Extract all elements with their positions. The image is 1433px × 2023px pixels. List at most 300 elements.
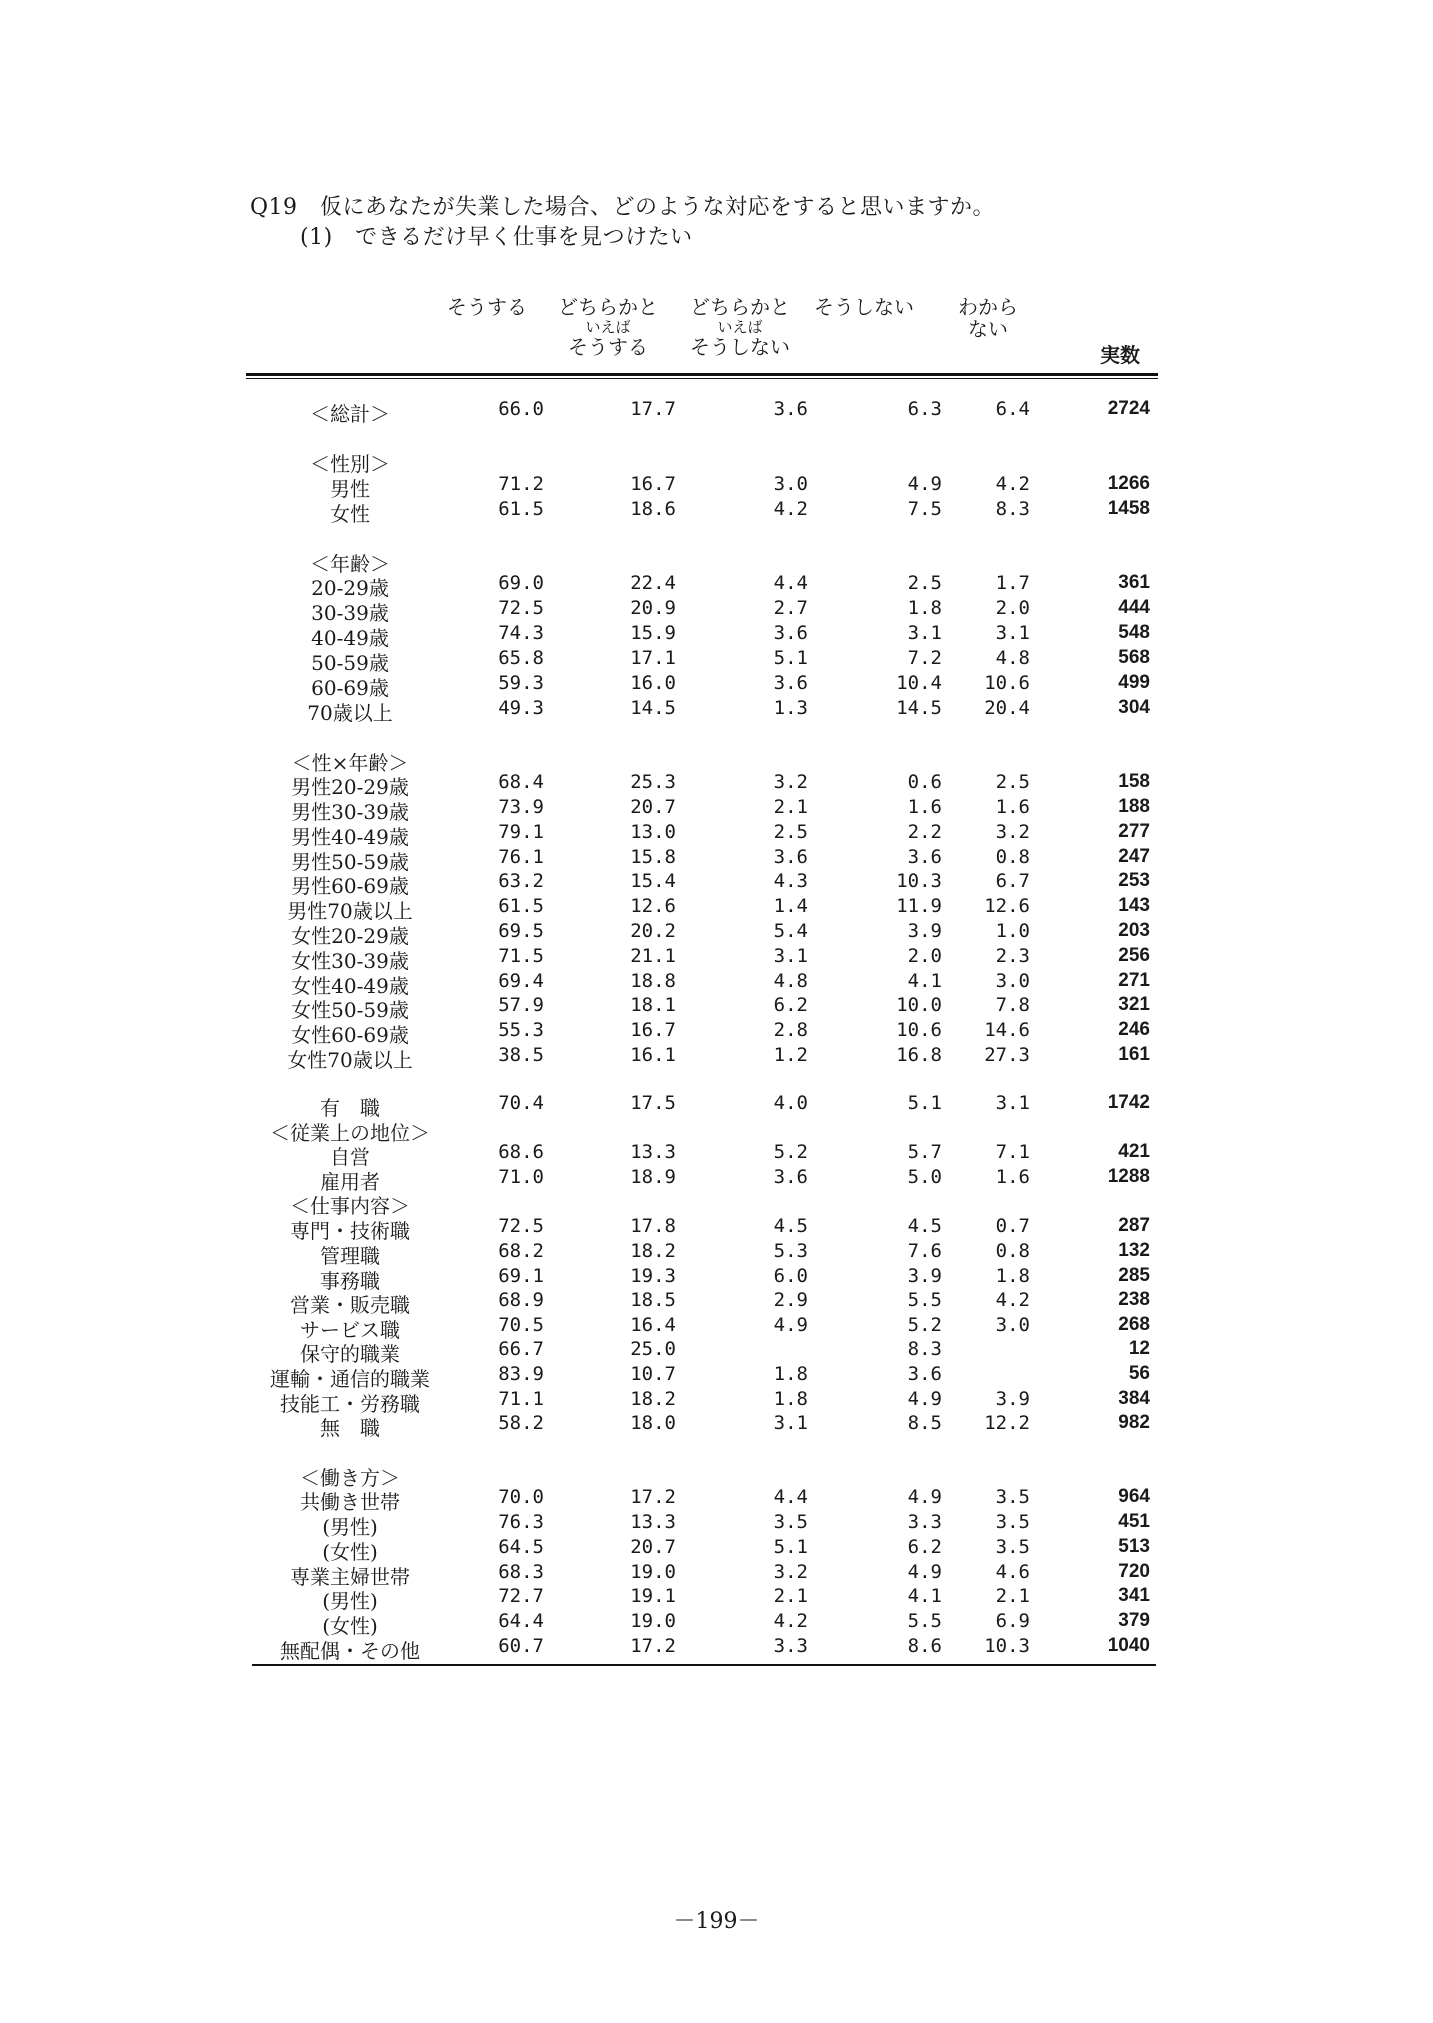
cell-col-3: 5.3 [773, 1240, 808, 1262]
row-label: 男性 [330, 477, 370, 501]
cell-col-1: 70.4 [498, 1092, 544, 1114]
cell-col-1: 66.0 [498, 398, 544, 420]
cell-col-4: 10.6 [896, 1019, 942, 1041]
cell-col-2: 13.0 [630, 821, 676, 843]
cell-col-5: 0.8 [995, 1240, 1030, 1262]
cell-col-3: 6.0 [773, 1265, 808, 1287]
cell-col-3: 3.6 [773, 1166, 808, 1188]
row-label: ＜仕事内容＞ [290, 1194, 410, 1218]
cell-col-5: 6.9 [995, 1610, 1030, 1632]
cell-col-2: 19.1 [630, 1585, 676, 1607]
row-label: ＜性別＞ [310, 452, 390, 476]
cell-col-5: 1.6 [995, 796, 1030, 818]
row-label: ＜働き方＞ [300, 1466, 400, 1490]
table-row [0, 1117, 1433, 1145]
table-row [0, 994, 1433, 1022]
row-label: 30-39歳 [311, 601, 389, 625]
table-row [0, 771, 1433, 799]
cell-col-2: 14.5 [630, 697, 676, 719]
cell-col-4: 0.6 [907, 771, 942, 793]
row-label: 男性20-29歳 [291, 775, 409, 799]
cell-col-3: 5.4 [773, 920, 808, 942]
row-label: 無配偶・その他 [280, 1639, 420, 1663]
cell-col-6: 548 [1118, 622, 1150, 643]
row-label: 女性50-59歳 [291, 998, 409, 1022]
cell-col-6: 253 [1118, 870, 1150, 891]
row-label: 70歳以上 [307, 701, 393, 725]
cell-col-4: 4.1 [907, 970, 942, 992]
table-row [0, 548, 1433, 576]
cell-col-5: 8.3 [995, 498, 1030, 520]
cell-col-2: 17.5 [630, 1092, 676, 1114]
cell-col-4: 2.5 [907, 572, 942, 594]
cell-col-3: 1.8 [773, 1388, 808, 1410]
cell-col-5: 3.0 [995, 1314, 1030, 1336]
cell-col-2: 12.6 [630, 895, 676, 917]
cell-col-1: 71.0 [498, 1166, 544, 1188]
cell-col-3: 4.2 [773, 498, 808, 520]
cell-col-1: 83.9 [498, 1363, 544, 1385]
cell-col-3: 4.0 [773, 1092, 808, 1114]
cell-col-4: 3.6 [907, 846, 942, 868]
table-row [0, 870, 1433, 898]
cell-col-3: 4.4 [773, 1486, 808, 1508]
cell-col-5: 4.2 [995, 473, 1030, 495]
cell-col-2: 18.9 [630, 1166, 676, 1188]
cell-col-1: 61.5 [498, 498, 544, 520]
cell-col-3: 5.1 [773, 1536, 808, 1558]
cell-col-3: 6.2 [773, 994, 808, 1016]
cell-col-3: 2.9 [773, 1289, 808, 1311]
cell-col-1: 69.4 [498, 970, 544, 992]
cell-col-5: 3.9 [995, 1388, 1030, 1410]
row-label: 男性60-69歳 [291, 874, 409, 898]
cell-col-4: 10.3 [896, 870, 942, 892]
row-label: ＜年齢＞ [310, 552, 390, 576]
cell-col-6: 256 [1118, 945, 1150, 966]
table-row [0, 1289, 1433, 1317]
table-row [0, 1215, 1433, 1243]
row-label: 事務職 [320, 1269, 380, 1293]
cell-col-4: 8.6 [907, 1635, 942, 1657]
cell-col-4: 6.2 [907, 1536, 942, 1558]
cell-col-4: 5.5 [907, 1289, 942, 1311]
cell-col-5: 7.1 [995, 1141, 1030, 1163]
row-label: 女性60-69歳 [291, 1023, 409, 1047]
cell-col-3: 3.6 [773, 398, 808, 420]
cell-col-1: 61.5 [498, 895, 544, 917]
cell-col-6: 287 [1118, 1215, 1150, 1236]
page-number: －199－ [673, 1909, 760, 1934]
cell-col-6: 158 [1118, 771, 1150, 792]
cell-col-1: 49.3 [498, 697, 544, 719]
header-col-2-line1: どちらかと [558, 295, 658, 319]
cell-col-1: 74.3 [498, 622, 544, 644]
cell-col-5: 2.0 [995, 597, 1030, 619]
row-label: 有 職 [320, 1096, 380, 1120]
cell-col-4: 5.5 [907, 1610, 942, 1632]
cell-col-6: 361 [1118, 572, 1150, 593]
cell-col-3: 3.6 [773, 672, 808, 694]
table-row [0, 970, 1433, 998]
cell-col-6: 513 [1118, 1536, 1150, 1557]
cell-col-6: 1266 [1107, 473, 1150, 494]
cell-col-2: 17.2 [630, 1635, 676, 1657]
table-row [0, 747, 1433, 775]
table-row [0, 1363, 1433, 1391]
row-label: 女性 [330, 502, 370, 526]
cell-col-4: 16.8 [896, 1044, 942, 1066]
table-row [0, 672, 1433, 700]
table-row [0, 1092, 1433, 1120]
row-label: 女性70歳以上 [287, 1048, 413, 1072]
cell-col-4: 10.0 [896, 994, 942, 1016]
table-row [0, 697, 1433, 725]
cell-col-2: 17.7 [630, 398, 676, 420]
cell-col-6: 1458 [1107, 498, 1150, 519]
row-label: 無 職 [320, 1416, 380, 1440]
cell-col-5: 27.3 [984, 1044, 1030, 1066]
table-row [0, 1388, 1433, 1416]
row-label: (男性) [322, 1515, 378, 1539]
cell-col-2: 13.3 [630, 1141, 676, 1163]
cell-col-1: 71.1 [498, 1388, 544, 1410]
cell-col-1: 64.4 [498, 1610, 544, 1632]
header-col-5 [958, 296, 1018, 340]
row-label: 専門・技術職 [290, 1219, 410, 1243]
cell-col-3: 1.3 [773, 697, 808, 719]
cell-col-1: 70.5 [498, 1314, 544, 1336]
cell-col-2: 22.4 [630, 572, 676, 594]
cell-col-6: 568 [1118, 647, 1150, 668]
cell-col-6: 720 [1118, 1561, 1150, 1582]
cell-col-3: 4.8 [773, 970, 808, 992]
row-label: 専業主婦世帯 [290, 1565, 410, 1589]
cell-col-3: 1.2 [773, 1044, 808, 1066]
table-row [0, 473, 1433, 501]
table-row [0, 1314, 1433, 1342]
table-row [0, 1412, 1433, 1440]
cell-col-6: 238 [1118, 1289, 1150, 1310]
cell-col-4: 4.9 [907, 1561, 942, 1583]
cell-col-2: 15.4 [630, 870, 676, 892]
cell-col-4: 8.3 [907, 1338, 942, 1360]
cell-col-3: 1.4 [773, 895, 808, 917]
cell-col-4: 11.9 [896, 895, 942, 917]
cell-col-2: 20.2 [630, 920, 676, 942]
row-label: 男性30-39歳 [291, 800, 409, 824]
table-row [0, 448, 1433, 476]
row-label: 営業・販売職 [290, 1293, 410, 1317]
cell-col-4: 7.5 [907, 498, 942, 520]
cell-col-5: 1.8 [995, 1265, 1030, 1287]
cell-col-1: 66.7 [498, 1338, 544, 1360]
table-row [0, 1462, 1433, 1490]
row-label: ＜従業上の地位＞ [270, 1121, 430, 1145]
cell-col-2: 19.0 [630, 1610, 676, 1632]
cell-col-5: 7.8 [995, 994, 1030, 1016]
cell-col-6: 1288 [1107, 1166, 1150, 1187]
row-label: (女性) [322, 1540, 378, 1564]
cell-col-5: 3.0 [995, 970, 1030, 992]
cell-col-3: 3.1 [773, 1412, 808, 1434]
cell-col-1: 73.9 [498, 796, 544, 818]
cell-col-4: 3.1 [907, 622, 942, 644]
cell-col-2: 21.1 [630, 945, 676, 967]
cell-col-2: 18.2 [630, 1388, 676, 1410]
cell-col-2: 16.0 [630, 672, 676, 694]
table-row [0, 1019, 1433, 1047]
cell-col-5: 10.6 [984, 672, 1030, 694]
cell-col-5: 4.2 [995, 1289, 1030, 1311]
cell-col-1: 68.2 [498, 1240, 544, 1262]
table-row [0, 597, 1433, 625]
cell-col-2: 20.7 [630, 796, 676, 818]
table-row [0, 821, 1433, 849]
cell-col-4: 7.6 [907, 1240, 942, 1262]
cell-col-6: 188 [1118, 796, 1150, 817]
table-row [0, 1486, 1433, 1514]
question-subtitle: (1) できるだけ早く仕事を見つけたい [300, 225, 693, 250]
cell-col-6: 271 [1118, 970, 1150, 991]
cell-col-1: 70.0 [498, 1486, 544, 1508]
cell-col-5: 1.0 [995, 920, 1030, 942]
row-label: (女性) [322, 1614, 378, 1638]
cell-col-4: 4.9 [907, 1486, 942, 1508]
header-col-2 [558, 296, 658, 358]
cell-col-3: 3.2 [773, 771, 808, 793]
cell-col-1: 71.2 [498, 473, 544, 495]
cell-col-1: 60.7 [498, 1635, 544, 1657]
cell-col-6: 379 [1118, 1610, 1150, 1631]
row-label: 男性50-59歳 [291, 850, 409, 874]
cell-col-6: 268 [1118, 1314, 1150, 1335]
cell-col-4: 8.5 [907, 1412, 942, 1434]
header-col-4-text: そうしない [814, 295, 914, 319]
cell-col-2: 19.0 [630, 1561, 676, 1583]
cell-col-5: 3.5 [995, 1511, 1030, 1533]
cell-col-3: 2.7 [773, 597, 808, 619]
row-label: 60-69歳 [311, 676, 389, 700]
header-col-3-line3: そうしない [690, 335, 790, 359]
row-label: 管理職 [320, 1244, 380, 1268]
cell-col-3: 3.5 [773, 1511, 808, 1533]
cell-col-1: 38.5 [498, 1044, 544, 1066]
table-row [0, 1585, 1433, 1613]
cell-col-3: 1.8 [773, 1363, 808, 1385]
table-row [0, 1190, 1433, 1218]
header-col-6-text: 実数 [1100, 343, 1140, 367]
table-row [0, 920, 1433, 948]
table-row [0, 1536, 1433, 1564]
cell-col-5: 6.7 [995, 870, 1030, 892]
cell-col-6: 321 [1118, 994, 1150, 1015]
table-row [0, 398, 1433, 426]
cell-col-6: 982 [1118, 1412, 1150, 1433]
cell-col-4: 2.2 [907, 821, 942, 843]
cell-col-3: 3.0 [773, 473, 808, 495]
header-col-1 [447, 296, 527, 318]
cell-col-1: 64.5 [498, 1536, 544, 1558]
cell-col-6: 341 [1118, 1585, 1150, 1606]
row-label: ＜総計＞ [310, 402, 390, 426]
cell-col-6: 1742 [1107, 1092, 1150, 1113]
row-label: 保守的職業 [300, 1342, 400, 1366]
header-col-5-line2: ない [968, 317, 1008, 341]
cell-col-1: 55.3 [498, 1019, 544, 1041]
cell-col-4: 4.9 [907, 1388, 942, 1410]
cell-col-5: 2.5 [995, 771, 1030, 793]
cell-col-5: 1.7 [995, 572, 1030, 594]
row-label: 女性40-49歳 [291, 974, 409, 998]
cell-col-2: 16.7 [630, 1019, 676, 1041]
cell-col-3: 3.1 [773, 945, 808, 967]
row-label: 技能工・労務職 [280, 1392, 420, 1416]
cell-col-5: 6.4 [995, 398, 1030, 420]
cell-col-5: 12.2 [984, 1412, 1030, 1434]
cell-col-5: 3.5 [995, 1486, 1030, 1508]
cell-col-2: 17.1 [630, 647, 676, 669]
table-row [0, 846, 1433, 874]
cell-col-3: 5.2 [773, 1141, 808, 1163]
cell-col-5: 12.6 [984, 895, 1030, 917]
row-label: 男性40-49歳 [291, 825, 409, 849]
cell-col-1: 71.5 [498, 945, 544, 967]
cell-col-5: 10.3 [984, 1635, 1030, 1657]
cell-col-1: 76.1 [498, 846, 544, 868]
table-row [0, 796, 1433, 824]
cell-col-4: 1.6 [907, 796, 942, 818]
cell-col-6: 421 [1118, 1141, 1150, 1162]
cell-col-4: 7.2 [907, 647, 942, 669]
row-label: ＜性×年齢＞ [291, 751, 409, 775]
header-col-5-line1: わから [958, 295, 1018, 319]
header-col-1-text: そうする [447, 295, 527, 319]
table-row [0, 1511, 1433, 1539]
table-bottom-rule [252, 1664, 1156, 1666]
header-col-2-line3: そうする [568, 335, 648, 359]
cell-col-6: 285 [1118, 1265, 1150, 1286]
cell-col-4: 4.1 [907, 1585, 942, 1607]
cell-col-2: 16.4 [630, 1314, 676, 1336]
cell-col-2: 13.3 [630, 1511, 676, 1533]
cell-col-1: 72.5 [498, 1215, 544, 1237]
cell-col-5: 4.6 [995, 1561, 1030, 1583]
cell-col-5: 3.2 [995, 821, 1030, 843]
header-col-6 [1100, 344, 1140, 366]
cell-col-3: 4.2 [773, 1610, 808, 1632]
cell-col-2: 25.0 [630, 1338, 676, 1360]
cell-col-1: 68.3 [498, 1561, 544, 1583]
cell-col-6: 444 [1118, 597, 1150, 618]
cell-col-3: 3.3 [773, 1635, 808, 1657]
row-label: 男性70歳以上 [287, 899, 413, 923]
cell-col-1: 72.5 [498, 597, 544, 619]
cell-col-1: 68.4 [498, 771, 544, 793]
cell-col-3: 2.1 [773, 796, 808, 818]
cell-col-4: 5.7 [907, 1141, 942, 1163]
cell-col-3: 4.5 [773, 1215, 808, 1237]
table-row [0, 1561, 1433, 1589]
header-col-3 [690, 296, 790, 358]
cell-col-3: 2.5 [773, 821, 808, 843]
cell-col-5: 2.1 [995, 1585, 1030, 1607]
table-top-rule [246, 373, 1158, 376]
cell-col-2: 19.3 [630, 1265, 676, 1287]
cell-col-1: 76.3 [498, 1511, 544, 1533]
cell-col-1: 69.0 [498, 572, 544, 594]
cell-col-2: 16.1 [630, 1044, 676, 1066]
cell-col-2: 18.5 [630, 1289, 676, 1311]
cell-col-3: 5.1 [773, 647, 808, 669]
header-col-4 [814, 296, 914, 318]
cell-col-1: 57.9 [498, 994, 544, 1016]
cell-col-3: 3.6 [773, 622, 808, 644]
cell-col-1: 68.9 [498, 1289, 544, 1311]
cell-col-4: 4.5 [907, 1215, 942, 1237]
cell-col-5: 14.6 [984, 1019, 1030, 1041]
row-label: 自営 [330, 1145, 370, 1169]
cell-col-6: 56 [1128, 1363, 1150, 1384]
table-row [0, 1240, 1433, 1268]
cell-col-5: 2.3 [995, 945, 1030, 967]
cell-col-2: 18.0 [630, 1412, 676, 1434]
cell-col-5: 3.5 [995, 1536, 1030, 1558]
cell-col-2: 17.2 [630, 1486, 676, 1508]
table-row [0, 647, 1433, 675]
table-row [0, 1338, 1433, 1366]
cell-col-3: 4.3 [773, 870, 808, 892]
cell-col-5: 20.4 [984, 697, 1030, 719]
cell-col-2: 18.8 [630, 970, 676, 992]
cell-col-1: 63.2 [498, 870, 544, 892]
cell-col-4: 6.3 [907, 398, 942, 420]
cell-col-2: 10.7 [630, 1363, 676, 1385]
cell-col-5: 1.6 [995, 1166, 1030, 1188]
cell-col-3: 2.1 [773, 1585, 808, 1607]
cell-col-6: 247 [1118, 846, 1150, 867]
row-label: 40-49歳 [311, 626, 389, 650]
cell-col-1: 59.3 [498, 672, 544, 694]
row-label: 女性30-39歳 [291, 949, 409, 973]
cell-col-1: 69.1 [498, 1265, 544, 1287]
cell-col-6: 499 [1118, 672, 1150, 693]
cell-col-1: 72.7 [498, 1585, 544, 1607]
cell-col-3: 2.8 [773, 1019, 808, 1041]
cell-col-5: 0.8 [995, 846, 1030, 868]
cell-col-6: 161 [1118, 1044, 1150, 1065]
cell-col-1: 69.5 [498, 920, 544, 942]
cell-col-1: 58.2 [498, 1412, 544, 1434]
cell-col-4: 3.6 [907, 1363, 942, 1385]
row-label: 共働き世帯 [300, 1490, 400, 1514]
row-label: 20-29歳 [311, 576, 389, 600]
cell-col-6: 246 [1118, 1019, 1150, 1040]
cell-col-6: 964 [1118, 1486, 1150, 1507]
cell-col-1: 65.8 [498, 647, 544, 669]
cell-col-6: 304 [1118, 697, 1150, 718]
cell-col-4: 5.2 [907, 1314, 942, 1336]
table-row [0, 1265, 1433, 1293]
table-row [0, 1166, 1433, 1194]
cell-col-2: 20.9 [630, 597, 676, 619]
cell-col-4: 5.1 [907, 1092, 942, 1114]
row-label: (男性) [322, 1589, 378, 1613]
cell-col-2: 18.6 [630, 498, 676, 520]
table-row [0, 895, 1433, 923]
cell-col-2: 25.3 [630, 771, 676, 793]
cell-col-2: 16.7 [630, 473, 676, 495]
